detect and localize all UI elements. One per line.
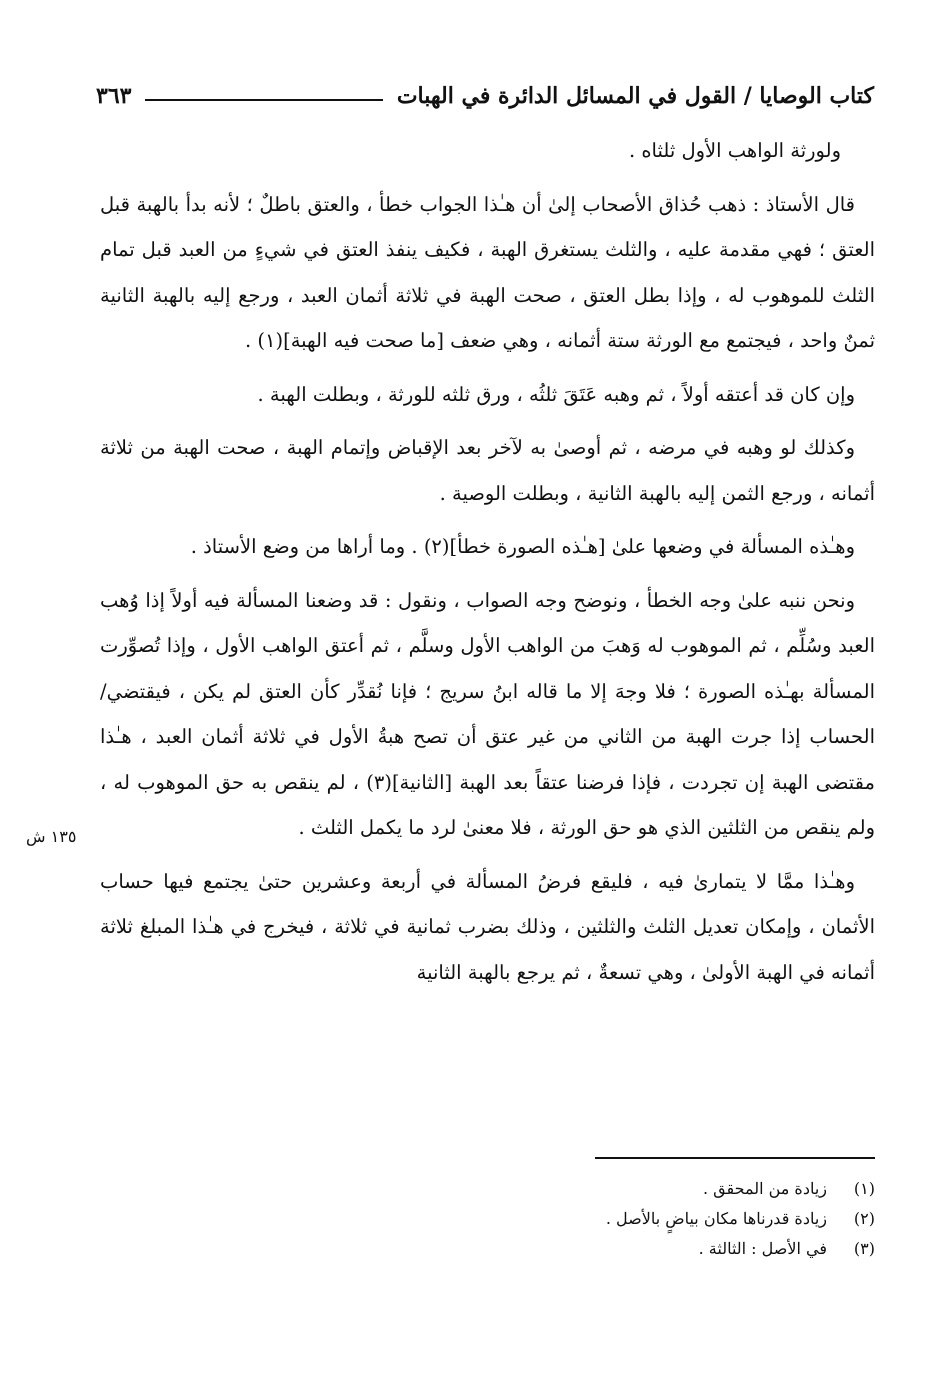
footnote-rule	[595, 1157, 875, 1159]
footnote-number: (٢)	[853, 1209, 875, 1228]
footnote-number: (٣)	[853, 1239, 875, 1258]
footnote-text: زيادة قدرناها مكان بياضٍ بالأصل .	[605, 1209, 827, 1228]
footnote	[400, 1204, 875, 1234]
paragraph: ونحن ننبه علىٰ وجه الخطأ ، ونوضح وجه الصواب ، ونقول : قد وضعنا المسألة فيه أولاً إذا وُهب العبد وسُلِّم ، ثم الموهوب له وَهبَ من الواهب الأول وسلَّم ، ثم أعتق الواهب الأول ، وإذا تُصوِّرت المسألة بهـٰذه الصورة ؛ فلا وجهَ إلا ما قاله ابنُ سريج ؛ فإنا نُقدِّر كأن العتق لم يكن ، فيقتضي/ الحساب إذا جرت الهبة من الثاني من غير عتق أن تصح هبةُ الأول في ثلاثة أثمان العبد ، هـٰذا مقتضى الهبة إن تجردت ، فإذا فرضنا عتقاً بعد الهبة [الثانية](٣) ، لم ينقص به حق الموهوب له ، ولم ينقص من الثلثين الذي هو حق الورثة ، فلا معنىٰ لرد ما يكمل الثلث .	[100, 588, 875, 839]
footnotes	[400, 1174, 875, 1264]
page-number: ٣٦٣	[96, 83, 132, 109]
footnote	[400, 1174, 875, 1204]
paragraph: ولورثة الواهب الأول ثلثاه .	[628, 139, 841, 162]
footnote-number: (١)	[853, 1179, 875, 1198]
running-title: كتاب الوصايا / القول في المسائل الدائرة في الهبات	[396, 83, 874, 109]
running-header	[96, 76, 874, 116]
paragraph: وكذلك لو وهبه في مرضه ، ثم أوصىٰ به لآخر بعد الإقباض وإتمام الهبة ، صحت الهبة من ثلاثة أثمانه ، ورجع الثمن إليه بالهبة الثانية ، وبطلت الوصية .	[100, 436, 875, 505]
paragraph: وهـٰذا ممَّا لا يتمارىٰ فيه ، فليقع فرضُ المسألة في أربعة وعشرين حتىٰ يجتمع فيها حساب الأثمان ، وإمكان تعديل الثلث والثلثين ، وذلك بضرب ثمانية في ثلاثة ، فيخرج في هـٰذا المبلغ ثلاثة أثمانه في الهبة الأولىٰ ، وهي تسعةٌ ، ثم يرجع بالهبة الثانية	[100, 869, 875, 984]
header-rule	[145, 99, 382, 101]
main-text	[100, 128, 875, 1003]
paragraph: وإن كان قد أعتقه أولاً ، ثم وهبه عَتَقَ ثلثُه ، ورق ثلثه للورثة ، وبطلت الهبة .	[257, 382, 855, 406]
footnote	[400, 1234, 875, 1264]
margin-folio-note: ١٣٥ ش	[26, 827, 77, 846]
footnote-text: في الأصل : الثالثة .	[698, 1239, 827, 1258]
paragraph: قال الأستاذ : ذهب حُذاق الأصحاب إلىٰ أن هـٰذا الجواب خطأ ، والعتق باطلٌ ؛ لأنه بدأ بالهبة قبل العتق ؛ فهي مقدمة عليه ، والثلث يستغرق الهبة ، فكيف ينفذ العتق في شيءٍ من العبد قبل تمام الثلث للموهوب له ، وإذا بطل العتق ، صحت الهبة في ثلاثة أثمان العبد ، ورجع إليه بالهبة الثانية ثمنٌ واحد ، فيجتمع مع الورثة ستة أثمانه ، وهي ضعف [ما صحت فيه الهبة](١) .	[100, 192, 875, 352]
footnote-text: زيادة من المحقق .	[703, 1179, 827, 1198]
paragraph: وهـٰذه المسألة في وضعها علىٰ [هـٰذه الصورة خطأ](٢) . وما أراها من وضع الأستاذ .	[190, 535, 855, 558]
